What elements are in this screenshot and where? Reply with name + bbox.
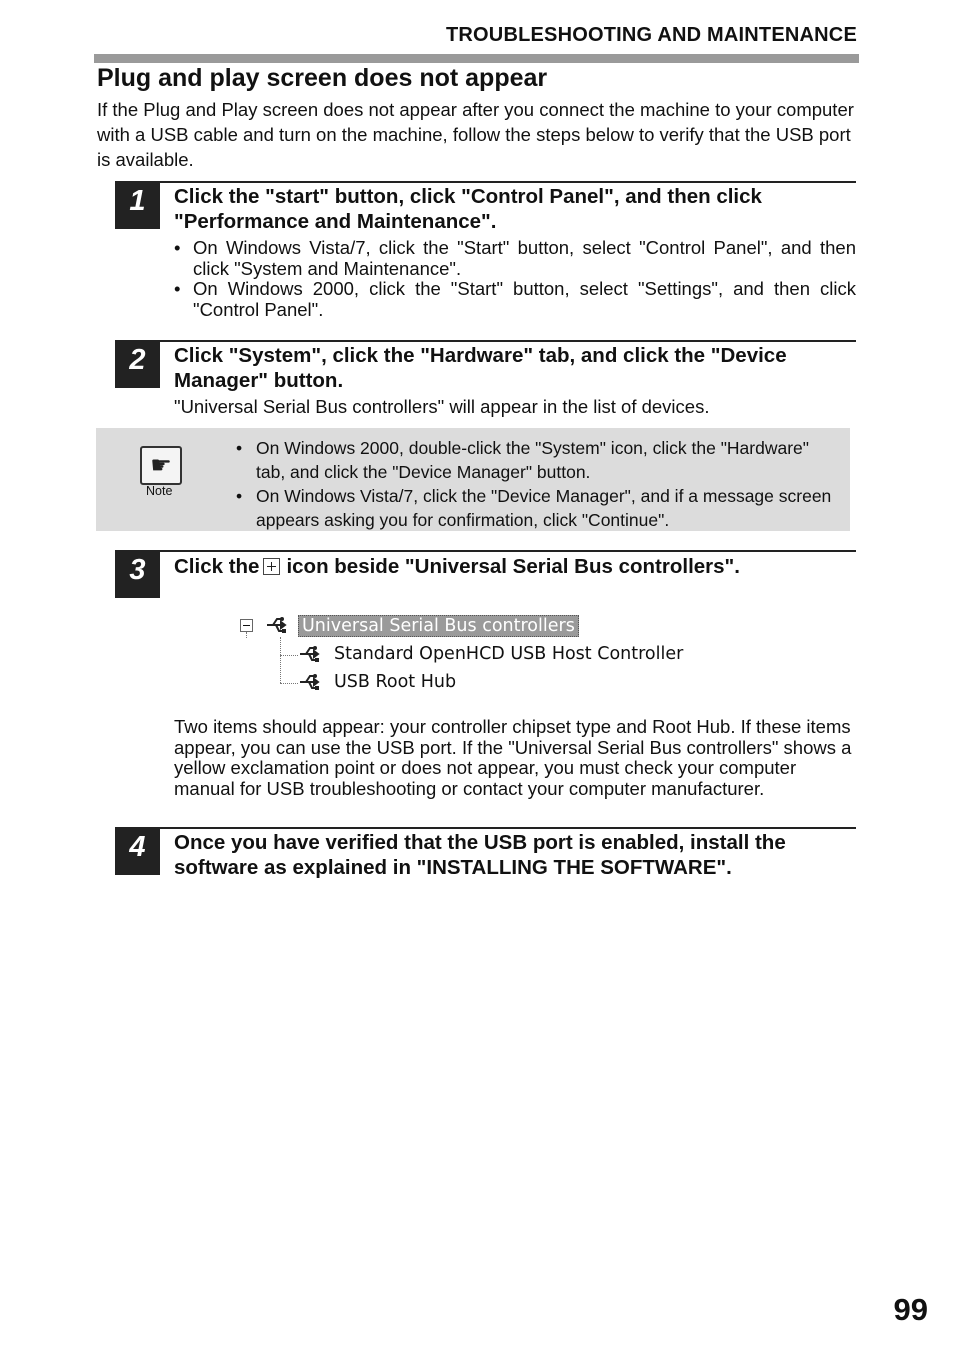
note-bullet-item: • On Windows 2000, double-click the "System" icon, click the "Hardware" tab, and click the "Device Manager" button. [236,436,836,484]
step-number: 1 [115,183,160,229]
section-intro: If the Plug and Play screen does not appear after you connect the machine to your computer with a USB cable and turn on the machine, follow the steps below to verify that the USB port is available. [97,99,854,170]
step-body [174,183,856,320]
note-list [236,432,836,532]
step-number: 4 [115,829,160,875]
tree-connector [280,637,281,683]
device-manager-tree [240,610,684,702]
tree-connector [280,683,298,684]
tree-connector [280,655,298,656]
step-3 [115,550,856,602]
step-2 [115,340,856,422]
note-box [96,428,850,531]
page-number: 99 [893,1292,928,1327]
usb-icon [298,671,324,693]
step-body [174,829,856,880]
tree-item-root-hub[interactable] [334,669,456,695]
step-heading: Click "System", click the "Hardware" tab, and click the "Device Manager" button. [174,344,787,392]
header-rule [94,54,859,63]
tree-item-host-controller[interactable] [334,641,683,667]
tree-item-label: USB Root Hub [334,672,457,692]
section-title: Plug and play screen does not appear [97,64,548,92]
note-label: Note [146,484,173,498]
tree-item-label: Universal Serial Bus controllers [298,615,579,637]
step-body [174,552,856,579]
tree-item-label: Standard OpenHCD USB Host Controller [334,644,684,664]
step-heading: Click the "start" button, click "Control Panel", and then click "Performance and Maintenance". [174,185,762,233]
plus-box-icon [263,558,280,575]
usb-icon [298,643,324,665]
step-number: 2 [115,342,160,388]
step-4 [115,827,856,879]
tree-item-usb-controllers[interactable] [298,613,579,639]
collapse-icon[interactable] [240,619,253,632]
pointing-hand-icon: ☛ [140,446,182,485]
tree-connector [246,632,247,638]
step-number: 3 [115,552,160,598]
note-bullets [236,436,836,532]
step-text: "Universal Serial Bus controllers" will appear in the list of devices. [174,396,710,417]
step-heading-part: Click the [174,555,260,578]
usb-icon [265,614,291,636]
step-1 [115,181,856,333]
note-bullet-item: • On Windows Vista/7, click the "Device Manager", and if a message screen appears asking you for confirmation, click "Continue". [236,484,836,532]
step-heading [174,552,856,579]
step-body [174,342,856,417]
step-3-explanation: Two items should appear: your controller chipset type and Root Hub. If these items appear, you can use the USB port. If the "Universal Serial Bus controllers" shows a yellow exclamation point or does not appear, you must check your computer manual for USB troubleshooting or contact your computer manufacturer. [174,716,852,799]
step-bullets [174,238,856,320]
step-heading: Once you have verified that the USB port is enabled, install the software as explained in "INSTALLING THE SOFTWARE". [174,831,786,879]
bullet-item: • On Windows Vista/7, click the "Start" button, select "Control Panel", and then click "System and Maintenance". [174,238,856,279]
step-heading-part: icon beside "Universal Serial Bus controllers". [286,555,740,578]
page-header-title: TROUBLESHOOTING AND MAINTENANCE [445,24,857,46]
bullet-item: • On Windows 2000, click the "Start" button, select "Settings", and then click "Control Panel". [174,279,856,320]
